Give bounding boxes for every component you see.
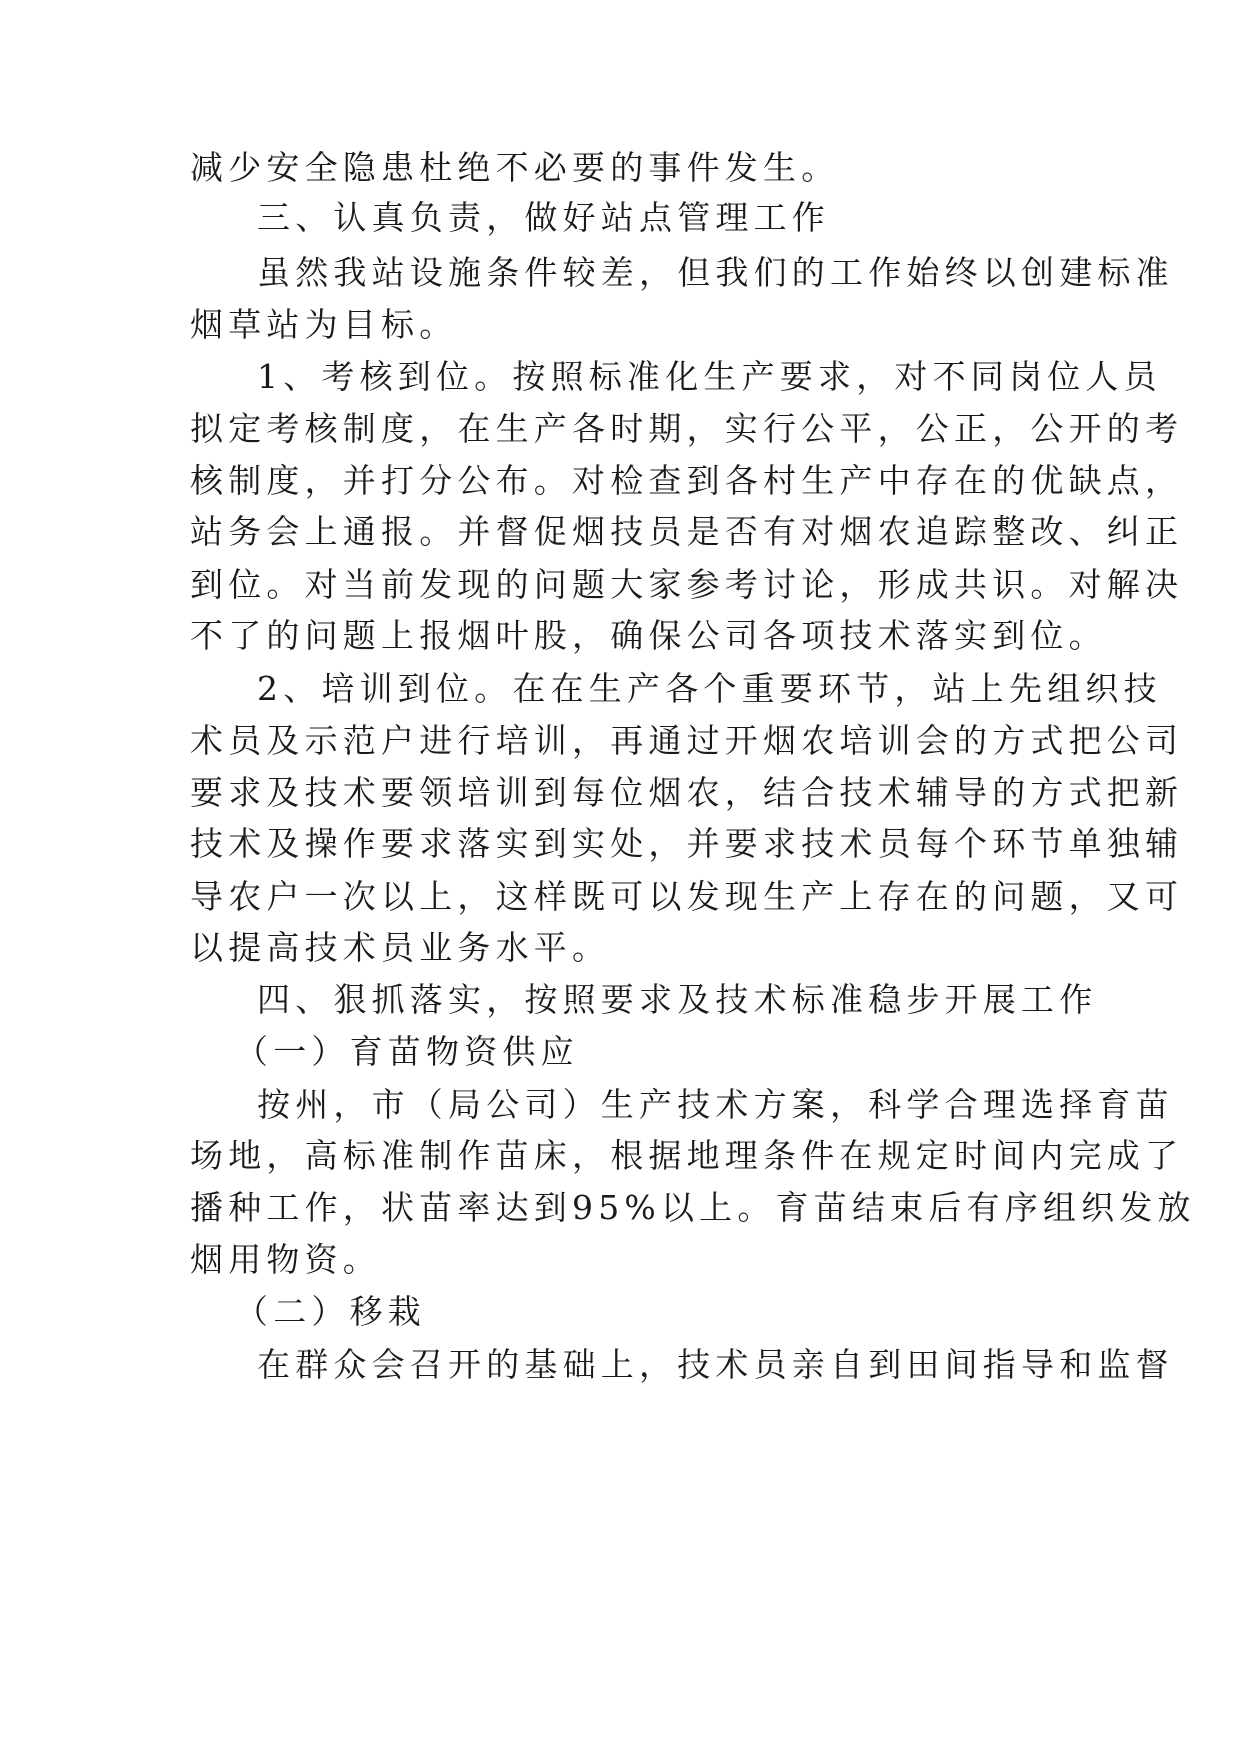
paragraph-line: 2、培训到位。在在生产各个重要环节，站上先组织技 <box>257 669 1162 708</box>
paragraph-line: 烟草站为目标。 <box>190 305 458 344</box>
paragraph-line: 1、考核到位。按照标准化生产要求，对不同岗位人员 <box>257 357 1162 396</box>
paragraph-line: 播种工作，状苗率达到95%以上。育苗结束后有序组织发放 <box>190 1188 1196 1227</box>
paragraph-line: 不了的问题上报烟叶股，确保公司各项技术落实到位。 <box>190 616 1107 655</box>
paragraph-line: 虽然我站设施条件较差，但我们的工作始终以创建标准 <box>257 253 1174 292</box>
paragraph-line: 技术及操作要求落实到实处，并要求技术员每个环节单独辅 <box>190 824 1184 863</box>
paragraph-line: 在群众会召开的基础上，技术员亲自到田间指导和监督 <box>257 1345 1174 1384</box>
paragraph-line: 烟用物资。 <box>190 1240 381 1279</box>
section-heading-4: 四、狠抓落实，按照要求及技术标准稳步开展工作 <box>257 980 1098 1019</box>
paragraph-line: 按州，市（局公司）生产技术方案，科学合理选择育苗 <box>257 1085 1174 1124</box>
subsection-heading-1: （一）育苗物资供应 <box>235 1032 579 1071</box>
paragraph-line: 场地，高标准制作苗床，根据地理条件在规定时间内完成了 <box>190 1136 1184 1175</box>
paragraph-line: 术员及示范户进行培训，再通过开烟农培训会的方式把公司 <box>190 721 1184 760</box>
paragraph-line: 导农户一次以上，这样既可以发现生产上存在的问题，又可 <box>190 877 1184 916</box>
subsection-heading-2: （二）移栽 <box>235 1292 426 1331</box>
paragraph-line: 以提高技术员业务水平。 <box>190 928 611 967</box>
paragraph-line: 到位。对当前发现的问题大家参考讨论，形成共识。对解决 <box>190 565 1184 604</box>
section-heading-3: 三、认真负责，做好站点管理工作 <box>257 198 830 237</box>
paragraph-line: 减少安全隐患杜绝不必要的事件发生。 <box>190 148 840 187</box>
paragraph-line: 核制度，并打分公布。对检查到各村生产中存在的优缺点， <box>190 461 1184 500</box>
paragraph-line: 拟定考核制度，在生产各时期，实行公平，公正，公开的考 <box>190 409 1184 448</box>
paragraph-line: 站务会上通报。并督促烟技员是否有对烟农追踪整改、纠正 <box>190 512 1184 551</box>
paragraph-line: 要求及技术要领培训到每位烟农，结合技术辅导的方式把新 <box>190 773 1184 812</box>
